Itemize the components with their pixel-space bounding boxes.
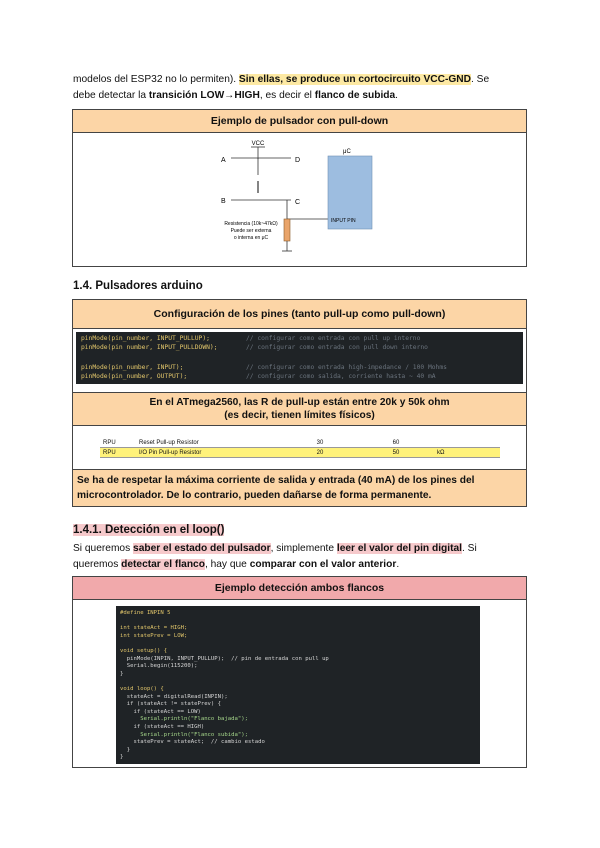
table-cell-symbol: RPU bbox=[100, 448, 136, 458]
code-line: } bbox=[120, 746, 131, 753]
code-line: statePrev = stateAct; // cambio estado bbox=[120, 739, 265, 746]
table-cell-min: 30 bbox=[282, 438, 358, 448]
highlight-edge: detectar el flanco bbox=[121, 559, 205, 570]
table-cell-symbol: RPU bbox=[100, 438, 136, 448]
code-line: void loop() { bbox=[120, 686, 164, 692]
loop-text-line-1 bbox=[73, 540, 528, 557]
code-line: pinMode(pin_number, OUTPUT); bbox=[81, 373, 188, 380]
section-title-pulsadores: 1.4. Pulsadores arduino bbox=[73, 280, 203, 292]
resistor-label-1: Resistencia (10k~47kΩ) bbox=[224, 221, 278, 227]
code-line: int statePrev = LOW; bbox=[120, 632, 188, 639]
code-line: Serial.println("Flanco bajada"); bbox=[120, 716, 248, 723]
code-line: void setup() { bbox=[120, 648, 168, 654]
example-box-title: Ejemplo detección ambos flancos bbox=[73, 577, 526, 600]
body-text: queremos bbox=[73, 559, 122, 570]
input-pin-label: INPUT PIN bbox=[331, 218, 356, 224]
loop-text-line-2 bbox=[73, 556, 528, 573]
code-line: } bbox=[120, 670, 124, 677]
table-row bbox=[100, 438, 500, 448]
pulldown-circuit-diagram bbox=[73, 133, 526, 267]
table-cell-max: 60 bbox=[358, 438, 434, 448]
code-comment: // configurar como entrada con pull up interno bbox=[246, 335, 421, 342]
atmega-note-line-2: (es decir, tienen límites físicos) bbox=[224, 410, 375, 421]
pullup-spec-table bbox=[100, 438, 500, 458]
code-line: Serial.begin(115200); bbox=[120, 663, 198, 670]
code-line: pinMode(pin_number, INPUT); bbox=[81, 364, 184, 371]
bold-compare: comparar con el valor anterior bbox=[249, 559, 397, 570]
code-line: stateAct = digitalRead(INPIN); bbox=[120, 693, 228, 700]
body-text: . bbox=[396, 559, 400, 570]
intro-text: debe detectar la bbox=[73, 90, 149, 101]
node-a-label: A bbox=[221, 157, 226, 164]
resistor bbox=[284, 219, 290, 241]
code-line: int stateAct = HIGH; bbox=[120, 625, 188, 632]
node-c-label: C bbox=[295, 199, 301, 206]
code-line: #define INPIN 5 bbox=[120, 610, 171, 616]
code-line: if (stateAct == HIGH) bbox=[120, 724, 205, 730]
highlight-state: saber el estado del pulsador bbox=[133, 543, 271, 554]
table-row bbox=[100, 448, 500, 458]
loop-code-block bbox=[116, 606, 480, 764]
highlight-shortcircuit: Sin ellas, se produce un cortocircuito VCC-GND bbox=[238, 74, 472, 85]
warning-line-1: Se ha de respetar la máxima corriente de salida y entrada (40 mA) de los pines del bbox=[77, 475, 475, 486]
body-text: , hay que bbox=[204, 559, 250, 570]
uc-label: μC bbox=[343, 149, 351, 155]
config-box-title: Configuración de los pines (tanto pull-up como pull-down) bbox=[73, 300, 526, 329]
table-cell-label: Reset Pull-up Resistor bbox=[136, 438, 282, 448]
code-line: Serial.println("Flanco subida"); bbox=[120, 731, 248, 738]
node-d-label: D bbox=[295, 157, 301, 164]
atmega-note-line-1: En el ATmega2560, las R de pull-up están entre 20k y 50k ohm bbox=[149, 397, 450, 408]
resistor-label-3: o interna en μC bbox=[233, 235, 269, 241]
code-line: if (stateAct != statePrev) { bbox=[120, 701, 222, 708]
pinmode-code-block bbox=[76, 332, 523, 384]
pulldown-example-box bbox=[72, 109, 527, 267]
code-line: pinMode(pin number, INPUT_PULLDOWN); bbox=[81, 344, 218, 351]
intro-text: . Se bbox=[471, 74, 490, 85]
warning-line-2: microcontrolador. De lo contrario, pueden dañarse de forma permanente. bbox=[77, 490, 432, 501]
intro-text: modelos del ESP32 no lo permiten). bbox=[73, 74, 239, 85]
node-b-label: B bbox=[221, 198, 226, 205]
section-title-deteccion: 1.4.1. Detección en el loop() bbox=[73, 524, 225, 536]
table-cell-min: 20 bbox=[282, 448, 358, 458]
body-text: . Si bbox=[461, 543, 477, 554]
body-text: , simplemente bbox=[270, 543, 337, 554]
code-comment: // configurar como entrada con pull down interno bbox=[246, 344, 428, 351]
table-cell-unit: kΩ bbox=[434, 448, 500, 458]
atmega-note bbox=[73, 392, 526, 426]
resistor-label-2: Puede ser externa bbox=[230, 228, 272, 234]
highlight-read-pin: leer el valor del pin digital bbox=[336, 543, 462, 554]
intro-text: . bbox=[395, 90, 399, 101]
code-line: pinMode(INPIN, INPUT_PULLUP); // pin de entrada con pull up bbox=[120, 655, 329, 662]
code-line: pinMode(pin_number, INPUT_PULLUP); bbox=[81, 335, 210, 342]
code-comment: // configurar como entrada high-impedance / 100 Mohms bbox=[246, 364, 447, 371]
table-cell-label: I/O Pin Pull-up Resistor bbox=[136, 448, 282, 458]
table-cell-unit bbox=[434, 438, 500, 448]
intro-line-1 bbox=[73, 71, 528, 88]
code-line: if (stateAct == LOW) bbox=[120, 708, 201, 715]
body-text: Si queremos bbox=[73, 543, 134, 554]
vcc-label: VCC bbox=[251, 141, 265, 147]
intro-text: , es decir el bbox=[259, 90, 315, 101]
bold-rising-edge: flanco de subida bbox=[314, 90, 396, 101]
code-comment: // configurar como salida, corriente hasta ~ 40 mA bbox=[246, 373, 436, 380]
bold-transition: transición LOW→HIGH bbox=[148, 90, 260, 101]
code-line: } bbox=[120, 754, 124, 761]
table-cell-max: 50 bbox=[358, 448, 434, 458]
current-warning bbox=[73, 469, 526, 506]
pulldown-box-title: Ejemplo de pulsador con pull-down bbox=[73, 110, 526, 133]
intro-line-2 bbox=[73, 87, 528, 104]
